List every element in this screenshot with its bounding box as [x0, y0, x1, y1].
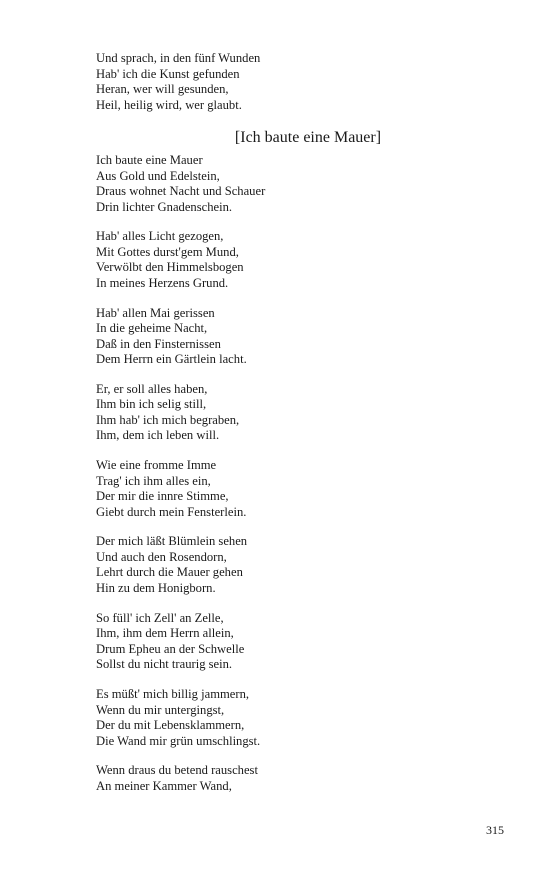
- verse-line: Wie eine fromme Imme: [96, 458, 217, 473]
- verse-line: Hin zu dem Honigborn.: [96, 580, 216, 595]
- page-content: [96, 51, 506, 794]
- verse-line: Aus Gold und Edelstein,: [96, 168, 220, 183]
- verse-line: Ich baute eine Mauer: [96, 153, 203, 167]
- intro-stanza: [96, 51, 506, 113]
- verse-line: Wenn du mir untergingst,: [96, 702, 225, 717]
- verse-line: Sollst du nicht traurig sein.: [96, 657, 233, 672]
- stanza: [96, 687, 506, 749]
- verse-line: Mit Gottes durst'gem Mund,: [96, 244, 239, 259]
- stanza: [96, 382, 506, 444]
- verse-line: Hab' allen Mai gerissen: [96, 305, 215, 320]
- verse-line: Heran, wer will gesunden,: [96, 82, 229, 96]
- verse-line: Drum Epheu an der Schwelle: [96, 641, 245, 656]
- verse-line: Verwölbt den Himmelsbogen: [96, 260, 244, 275]
- verse-line: In meines Herzens Grund.: [96, 275, 229, 290]
- verse-line: Ihm bin ich selig still,: [96, 397, 207, 412]
- stanza: [96, 763, 506, 794]
- verse-line: Dem Herrn ein Gärtlein lacht.: [96, 352, 247, 367]
- verse-line: An meiner Kammer Wand,: [96, 778, 232, 793]
- verse-line: Ihm, dem ich leben will.: [96, 428, 220, 443]
- stanza: [96, 611, 506, 673]
- poem-title: [Ich baute eine Mauer]: [234, 129, 382, 146]
- verse-line: Die Wand mir grün umschlingst.: [96, 733, 261, 748]
- verse-line: Drin lichter Gnadenschein.: [96, 199, 233, 214]
- verse-line: Es müßt' mich billig jammern,: [96, 687, 250, 702]
- verse-line: Draus wohnet Nacht und Schauer: [96, 184, 266, 198]
- verse-line: Trag' ich ihm alles ein,: [96, 473, 211, 488]
- verse-line: Ihm, ihm dem Herrn allein,: [96, 626, 234, 641]
- verse-line: Hab' ich die Kunst gefunden: [96, 66, 240, 81]
- verse-line: Daß in den Finsternissen: [96, 336, 221, 351]
- verse-line: Der mich läßt Blümlein sehen: [96, 534, 248, 549]
- verse-line: Hab' alles Licht gezogen,: [96, 229, 224, 244]
- verse-line: Der mir die innre Stimme,: [96, 489, 229, 504]
- verse-line: Ihm hab' ich mich begraben,: [96, 412, 240, 427]
- stanza: [96, 153, 506, 215]
- verse-line: Und auch den Rosendorn,: [96, 549, 227, 564]
- verse-line: Er, er soll alles haben,: [96, 381, 208, 396]
- page-number: 315: [486, 823, 504, 837]
- verse-line: Heil, heilig wird, wer glaubt.: [96, 97, 242, 112]
- verse-line: Lehrt durch die Mauer gehen: [96, 565, 243, 580]
- stanza: [96, 458, 506, 520]
- poem-body: [96, 153, 506, 794]
- verse-line: Und sprach, in den fünf Wunden: [96, 51, 261, 65]
- stanza: [96, 534, 506, 596]
- verse-line: So füll' ich Zell' an Zelle,: [96, 610, 224, 625]
- verse-line: Wenn draus du betend rauschest: [96, 763, 258, 778]
- stanza: [96, 229, 506, 291]
- verse-line: In die geheime Nacht,: [96, 321, 208, 336]
- stanza: [96, 306, 506, 368]
- verse-line: Giebt durch mein Fensterlein.: [96, 504, 247, 519]
- verse-line: Der du mit Lebensklammern,: [96, 718, 245, 733]
